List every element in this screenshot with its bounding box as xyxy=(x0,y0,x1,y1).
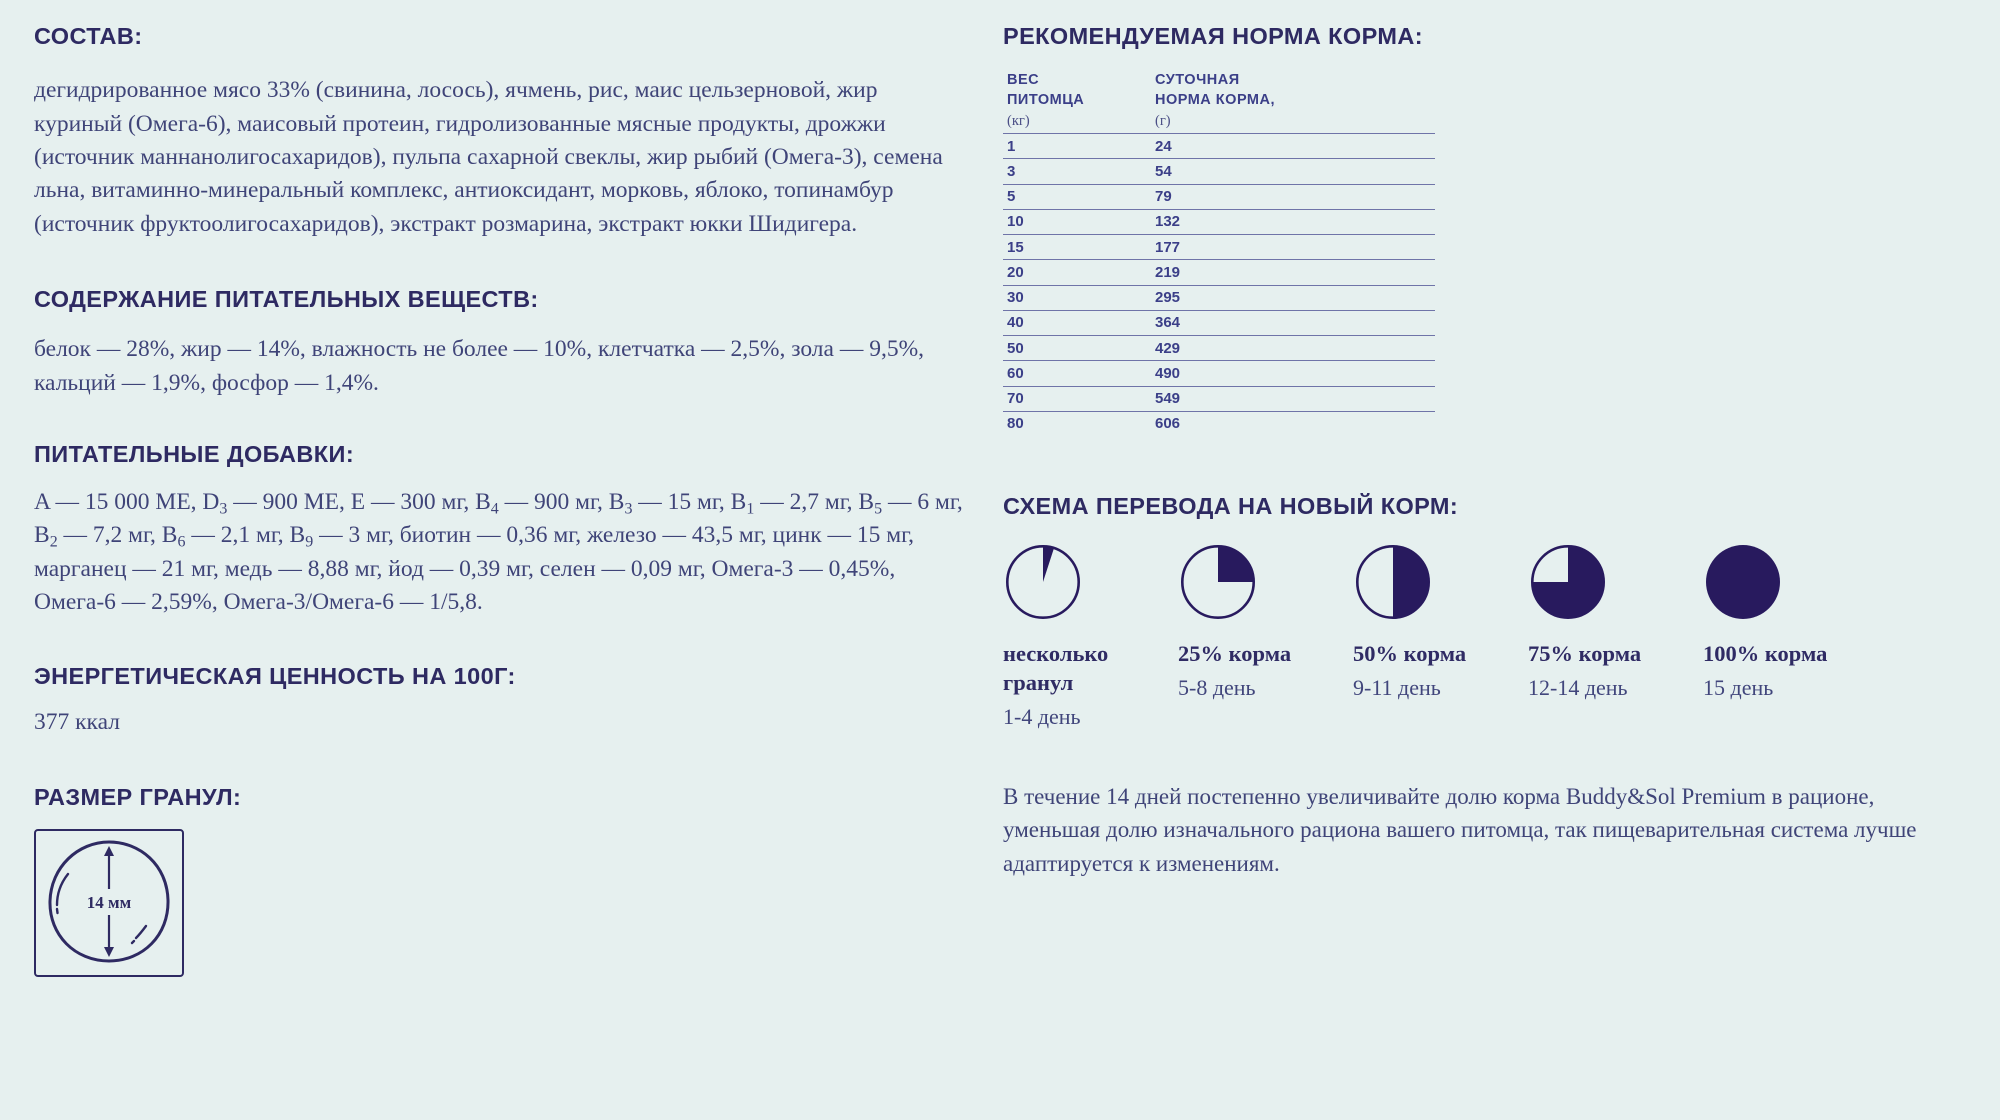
table-row xyxy=(1003,336,1435,361)
granule-diagram xyxy=(36,831,182,975)
feeding-col-amount xyxy=(1151,70,1435,134)
transition-pie-icon xyxy=(1528,542,1608,622)
cell-amount: 606 xyxy=(1151,411,1435,436)
energy-section xyxy=(34,662,964,740)
nutrients-section xyxy=(34,285,964,400)
table-row xyxy=(1003,361,1435,386)
table-row xyxy=(1003,386,1435,411)
pie-wedge xyxy=(1393,547,1429,618)
additives-section xyxy=(34,440,964,620)
cell-amount: 132 xyxy=(1151,209,1435,234)
feeding-col-weight-unit: (кг) xyxy=(1007,113,1030,130)
transition-step-title: 100% корма xyxy=(1703,641,1828,667)
feeding-table-wrap xyxy=(1003,70,1435,436)
energy-value: 377 ккал xyxy=(34,708,120,735)
cell-weight: 50 xyxy=(1003,336,1151,361)
vitamin-subscript: 1 xyxy=(746,500,755,518)
feeding-section xyxy=(1003,22,1963,436)
transition-step xyxy=(1703,542,1878,731)
vitamin-subscript: 3 xyxy=(219,500,228,518)
granule-arrow-bottom xyxy=(104,947,114,957)
transition-step-title: 50% корма xyxy=(1353,641,1467,667)
cell-amount: 490 xyxy=(1151,361,1435,386)
granule-highlight-right-dot xyxy=(132,941,134,943)
additives-text: A — 15 000 МЕ, $D_3$ — 900 МЕ, E — 300 мг, $B_4$ — 900 мг, $B_3$ — 15 мг, $B_1$ — 2,7 мг, $B_5$ — 6 мг, $B_2$ — 7,2 мг, $B_6$ — 2,1 мг, $B_9$ — 3 мг, биотин — 0,36 мг, железо — 43,5 мг, цинк — 15 мг, марганец — 21 мг, медь — 8,88 мг, йод — 0,39 мг, селен — 0,09 мг, Омега-3 — 0,45%, Омега-6 — 2,59%, Омега-3/Омега-6 — 1/5,8. xyxy=(34,489,963,616)
cell-amount: 219 xyxy=(1151,260,1435,285)
table-row xyxy=(1003,285,1435,310)
cell-weight: 80 xyxy=(1003,411,1151,436)
vitamin-subscript: 4 xyxy=(490,500,499,518)
transition-step xyxy=(1178,542,1353,731)
cell-amount: 24 xyxy=(1151,134,1435,159)
granule-size-box xyxy=(34,829,184,977)
feeding-heading: РЕКОМЕНДУЕМАЯ НОРМА КОРМА: xyxy=(1003,23,1423,49)
transition-pie-icon xyxy=(1703,542,1783,622)
pie-full-fill xyxy=(1706,545,1780,619)
energy-heading: ЭНЕРГЕТИЧЕСКАЯ ЦЕННОСТЬ НА 100Г: xyxy=(34,662,516,689)
cell-weight: 60 xyxy=(1003,361,1151,386)
cell-weight: 5 xyxy=(1003,184,1151,209)
transition-heading: СХЕМА ПЕРЕВОДА НА НОВЫЙ КОРМ: xyxy=(1003,493,1459,520)
feeding-table xyxy=(1003,70,1435,436)
transition-pie-icon xyxy=(1003,542,1083,622)
table-row xyxy=(1003,260,1435,285)
transition-step xyxy=(1528,542,1703,731)
right-column xyxy=(1003,22,1963,880)
cell-amount: 295 xyxy=(1151,285,1435,310)
transition-step-days: 1-4 день xyxy=(1003,703,1081,729)
cell-amount: 364 xyxy=(1151,310,1435,335)
transition-steps xyxy=(1003,542,1963,731)
cell-amount: 429 xyxy=(1151,336,1435,361)
cell-weight: 40 xyxy=(1003,310,1151,335)
cell-weight: 30 xyxy=(1003,285,1151,310)
pie-wedge xyxy=(1043,547,1054,583)
feeding-col-amount-line2: НОРМА КОРМА, xyxy=(1155,92,1275,109)
composition-heading: СОСТАВ: xyxy=(34,23,143,49)
transition-step-days: 12-14 день xyxy=(1528,675,1628,701)
nutrients-heading: СОДЕРЖАНИЕ ПИТАТЕЛЬНЫХ ВЕЩЕСТВ: xyxy=(34,285,539,312)
table-row xyxy=(1003,134,1435,159)
transition-section xyxy=(1003,492,1963,880)
feeding-col-weight-line2: ПИТОМЦА xyxy=(1007,92,1085,109)
transition-step xyxy=(1353,542,1528,731)
table-row xyxy=(1003,184,1435,209)
cell-amount: 549 xyxy=(1151,386,1435,411)
feeding-col-weight xyxy=(1003,70,1151,134)
cell-amount: 54 xyxy=(1151,159,1435,184)
additives-heading: ПИТАТЕЛЬНЫЕ ДОБАВКИ: xyxy=(34,440,355,467)
table-row xyxy=(1003,310,1435,335)
transition-step-days: 9-11 день xyxy=(1353,675,1441,701)
granule-arrow-top xyxy=(104,846,114,856)
feeding-col-amount-unit: (г) xyxy=(1155,113,1171,130)
composition-section xyxy=(34,22,964,241)
granule-highlight-left xyxy=(57,874,68,905)
table-row xyxy=(1003,209,1435,234)
feeding-table-body xyxy=(1003,134,1435,437)
feeding-table-header-row xyxy=(1003,70,1435,134)
vitamin-subscript: 3 xyxy=(624,500,633,518)
cell-weight: 15 xyxy=(1003,235,1151,260)
nutrients-text: белок — 28%, жир — 14%, влажность не более — 10%, клетчатка — 2,5%, зола — 9,5%, кальций — 1,9%, фосфор — 1,4%. xyxy=(34,336,925,396)
granule-highlight-right xyxy=(136,926,146,938)
transition-note: В течение 14 дней постепенно увеличивайте долю корма Buddy&Sol Premium в рационе, уменьшая долю изначального рациона вашего питомца, так пищеварительная система лучше адаптируется к изменениям. xyxy=(1003,783,1917,876)
feeding-col-amount-line1: СУТОЧНАЯ xyxy=(1155,72,1240,89)
pie-wedge xyxy=(1218,547,1254,583)
granule-heading: РАЗМЕР ГРАНУЛ: xyxy=(34,784,242,811)
transition-step-title: 25% корма xyxy=(1178,641,1292,667)
cell-weight: 20 xyxy=(1003,260,1151,285)
transition-step-days: 5-8 день xyxy=(1178,675,1256,701)
transition-step-title: 75% корма xyxy=(1528,641,1642,667)
table-row xyxy=(1003,159,1435,184)
left-column xyxy=(34,22,964,977)
table-row xyxy=(1003,235,1435,260)
vitamin-subscript: 9 xyxy=(305,533,314,551)
cell-weight: 10 xyxy=(1003,209,1151,234)
vitamin-subscript: 6 xyxy=(177,533,186,551)
vitamin-subscript: 5 xyxy=(874,500,883,518)
granule-label: 14 мм xyxy=(86,893,132,913)
transition-step xyxy=(1003,542,1178,731)
granule-highlight-left-dot xyxy=(57,909,58,913)
table-row xyxy=(1003,411,1435,436)
vitamin-subscript: 2 xyxy=(49,533,58,551)
cell-weight: 1 xyxy=(1003,134,1151,159)
transition-step-days: 15 день xyxy=(1703,675,1774,701)
composition-text: дегидрированное мясо 33% (свинина, лосось), ячмень, рис, маис цельзерновой, жир куриный (Омега-6), маисовый протеин, гидролизованные мясные продукты, дрожжи (источник маннанолигосахаридов), пульпа сахарной свеклы, жир рыбий (Омега-3), семена льна, витаминно-минеральный комплекс, антиоксидант, морковь, яблоко, топинамбур (источник фруктоолигосахаридов), экстракт розмарина, экстракт юкки Шидигера. xyxy=(34,77,943,237)
cell-weight: 3 xyxy=(1003,159,1151,184)
granule-section xyxy=(34,783,964,977)
cell-amount: 177 xyxy=(1151,235,1435,260)
transition-pie-icon xyxy=(1178,542,1258,622)
transition-step-title: несколько гранул xyxy=(1003,641,1109,696)
feeding-col-weight-line1: ВЕС xyxy=(1007,72,1040,89)
cell-amount: 79 xyxy=(1151,184,1435,209)
transition-pie-icon xyxy=(1353,542,1433,622)
cell-weight: 70 xyxy=(1003,386,1151,411)
